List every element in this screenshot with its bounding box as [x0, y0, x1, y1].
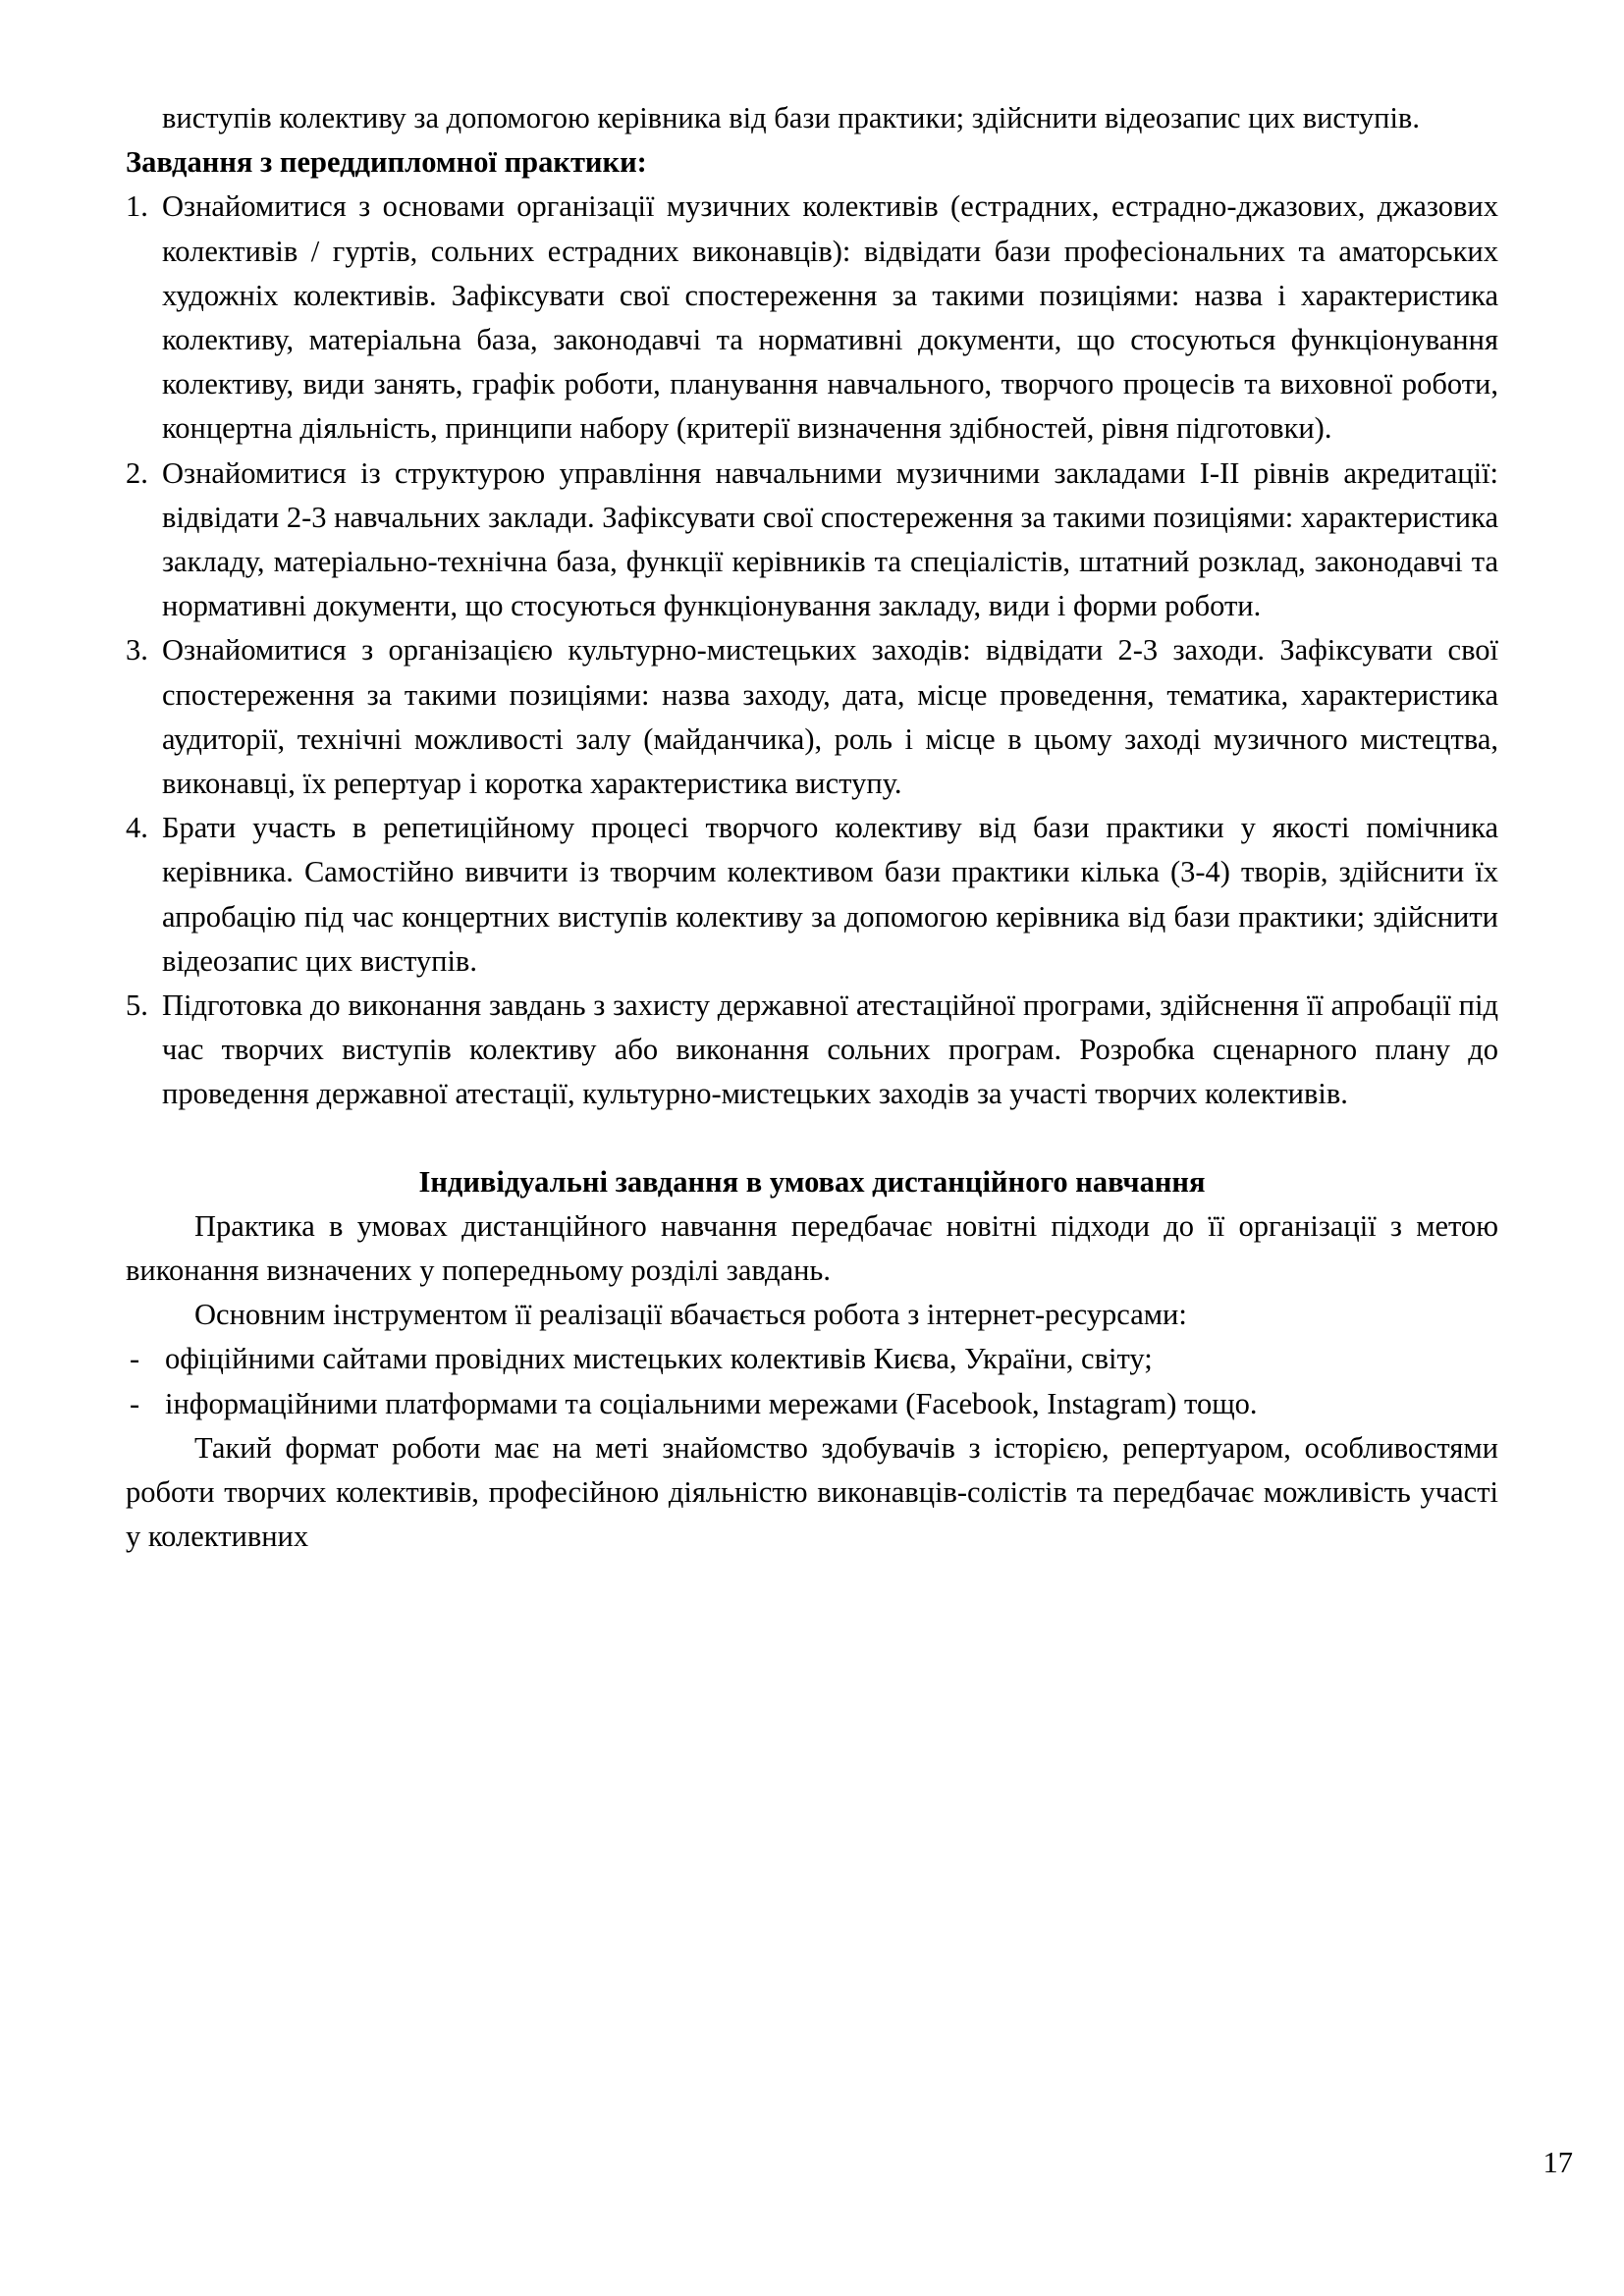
- carryover-paragraph: виступів колективу за допомогою керівника від бази практики; здійснити відеозапис цих виступів.: [162, 101, 1420, 134]
- section-heading-tasks: Завдання з переддипломної практики:: [126, 145, 647, 180]
- resources-list: [126, 1337, 1498, 1425]
- task-item: Ознайомитися з основами організації музичних колективів (естрадних, естрадно-джазових, джазових колективів / гуртів, сольних естрадних виконавців): відвідати бази професіональних та аматорських художніх колективів. Зафіксувати свої спостереження за такими позиціями: назва і характеристика колективу, матеріальна база, законодавчі та нормативні документи, що стосуються функціонування колективу, види занять, графік роботи, планування навчального, творчого процесів та виховної роботи, концертна діяльність, принципи набору (критерії визначення здібностей, рівня підготовки).: [162, 189, 1498, 446]
- task-item: Ознайомитися з організацією культурно-мистецьких заходів: відвідати 2-3 заходи. Зафіксувати свої спостереження за такими позиціями: назва заходу, дата, місце проведення, тематика, характеристика аудиторії, технічні можливості залу (майданчика), роль і місце в цьому заході музичного мистецтва, виконавці, їх репертуар і коротка характеристика виступу.: [162, 633, 1498, 801]
- resource-item: - офіційними сайтами провідних мистецьких колективів Києва, України, світу;: [126, 1337, 1498, 1381]
- page-number: 17: [1543, 2146, 1573, 2179]
- distance-paragraph-1: Практика в умовах дистанційного навчання передбачає новітні підходи до її організації з метою виконання визначених у попередньому розділі завдань.: [126, 1208, 1498, 1288]
- section-spacer: [126, 1117, 1498, 1160]
- distance-paragraph-3: Такий формат роботи має на меті знайомство здобувачів з історією, репертуаром, особливостями роботи творчих колективів, професійною діяльністю виконавців-солістів та передбачає можливість участі у колективних: [126, 1430, 1498, 1554]
- distance-paragraph-2: Основним інструментом її реалізації вбачається робота з інтернет-ресурсами:: [194, 1298, 1187, 1332]
- section-heading-distance-learning: Індивідуальні завдання в умовах дистанційного навчання: [418, 1164, 1206, 1199]
- tasks-list: [126, 185, 1498, 1116]
- resource-item: - інформаційними платформами та соціальними мережами (Facebook, Instagram) тощо.: [126, 1382, 1498, 1426]
- task-item: Ознайомитися із структурою управління навчальними музичними закладами I-II рівнів акредитації: відвідати 2-3 навчальних заклади. Зафіксувати свої спостереження за такими позиціями: характеристика закладу, матеріально-технічна база, функції керівників та спеціалістів, штатний розклад, законодавчі та нормативні документи, що стосуються функціонування закладу, види і форми роботи.: [162, 455, 1498, 623]
- page-content: [126, 96, 1498, 1560]
- task-item: Брати участь в репетиційному процесі творчого колективу від бази практики у якості помічника керівника. Самостійно вивчити із творчим колективом бази практики кілька (3-4) творів, здійснити їх апробацію під час концертних виступів колективу за допомогою керівника від бази практики; здійснити відеозапис цих виступів.: [162, 811, 1498, 978]
- task-item: Підготовка до виконання завдань з захисту державної атестаційної програми, здійснення її апробації під час творчих виступів колективу або виконання сольних програм. Розробка сценарного плану до проведення державної атестації, культурно-мистецьких заходів за участі творчих колективів.: [162, 988, 1498, 1111]
